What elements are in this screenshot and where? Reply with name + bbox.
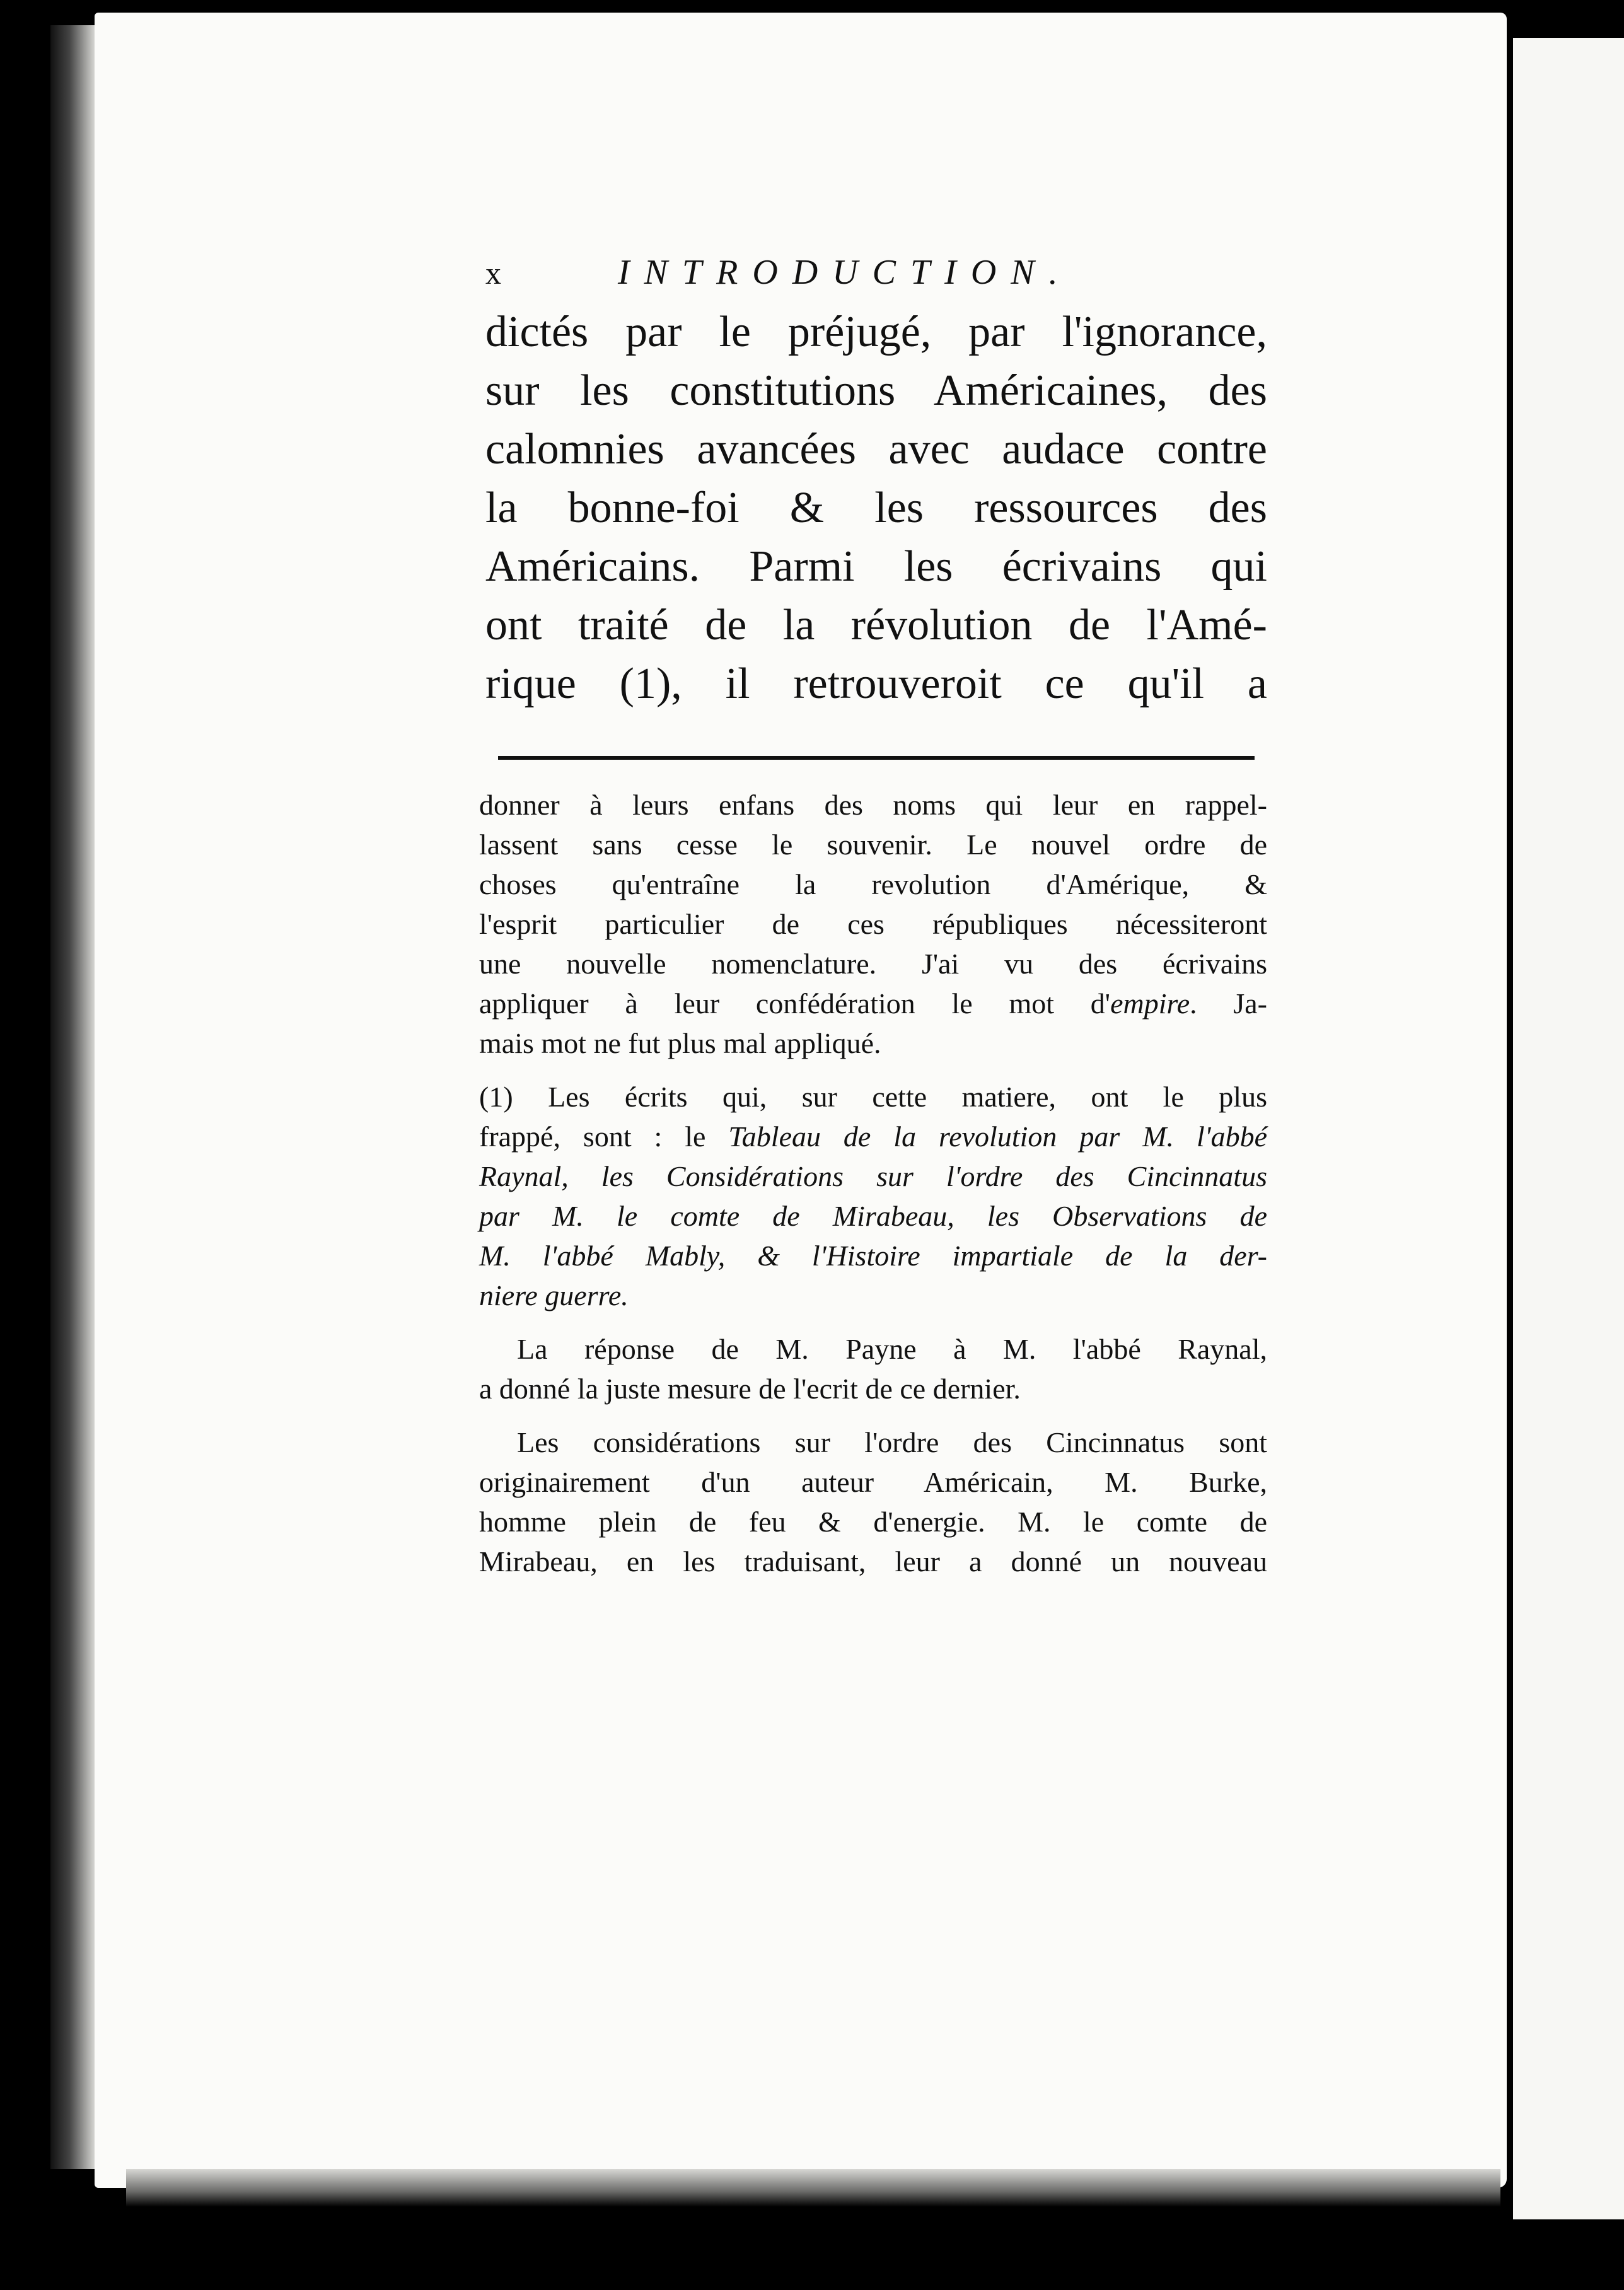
page-number: x [485, 255, 501, 291]
footnote-paragraph-line: originairement d'un auteur Américain, M. Burke, [479, 1466, 1267, 1498]
footnote-1-line: M. l'abbé Mably, & l'Histoire impartiale de la der- [479, 1240, 1267, 1272]
footnote-text: frappé, sont : le [479, 1120, 729, 1153]
footnote-1-line: Raynal, les Considérations sur l'ordre des Cincinnatus [479, 1160, 1267, 1192]
main-text-line: la bonne-foi & les ressources des [485, 484, 1267, 532]
footnote-line: une nouvelle nomenclature. J'ai vu des écrivains [479, 948, 1267, 980]
footnote-1-line: par M. le comte de Mirabeau, les Observations de [479, 1200, 1267, 1232]
footnote-line: l'esprit particulier de ces républiques nécessiteront [479, 908, 1267, 940]
main-text-line: rique (1), il retrouveroit ce qu'il a [485, 660, 1267, 708]
footnote-separator-rule [498, 756, 1255, 760]
footnote-line: donner à leurs enfans des noms qui leur en rappel- [479, 789, 1267, 821]
facing-page-edge [1513, 38, 1624, 2219]
footnote-line: choses qu'entraîne la revolution d'Amérique, & [479, 868, 1267, 900]
page-bottom-edge [126, 2169, 1500, 2207]
footnote-paragraph-line: Les considérations sur l'ordre des Cincinnatus sont [517, 1426, 1267, 1458]
footnotes [479, 785, 1267, 1581]
footnote-paragraph-line: a donné la juste mesure de l'ecrit de ce dernier. [479, 1373, 1021, 1405]
footnote-1-line: niere guerre. [479, 1279, 629, 1311]
main-text-line: dictés par le préjugé, par l'ignorance, [485, 308, 1267, 356]
footnote-line: mais mot ne fut plus mal appliqué. [479, 1027, 881, 1059]
main-text [485, 303, 1267, 713]
footnote-1-line: (1) Les écrits qui, sur cette matiere, ont le plus [479, 1081, 1267, 1113]
footnote-paragraph-line: La réponse de M. Payne à M. l'abbé Raynal, [517, 1333, 1267, 1365]
main-text-line: calomnies avancées avec audace contre [485, 425, 1267, 474]
footnote-italic-word: empire [1110, 987, 1190, 1020]
running-title: INTRODUCTION. [618, 253, 1072, 292]
footnote-text: . Ja- [1190, 987, 1267, 1020]
main-text-line: ont traité de la révolution de l'Amé- [485, 601, 1267, 649]
footnote-paragraph-line: Mirabeau, en les traduisant, leur a donné un nouveau [479, 1545, 1267, 1578]
main-text-line: sur les constitutions Américaines, des [485, 366, 1267, 415]
footnote-line [479, 984, 1267, 1023]
footnote-1-line [479, 1117, 1267, 1156]
running-header [485, 252, 1267, 303]
footnote-italic-title: Tableau de la revolution par M. l'abbé [728, 1120, 1267, 1153]
footnote-paragraph-line: homme plein de feu & d'energie. M. le comte de [479, 1506, 1267, 1538]
main-text-line: Américains. Parmi les écrivains qui [485, 542, 1267, 591]
page-content [479, 252, 1267, 1581]
footnote-text: appliquer à leur confédération le mot d' [479, 987, 1111, 1020]
footnote-line: lassent sans cesse le souvenir. Le nouvel ordre de [479, 828, 1267, 861]
